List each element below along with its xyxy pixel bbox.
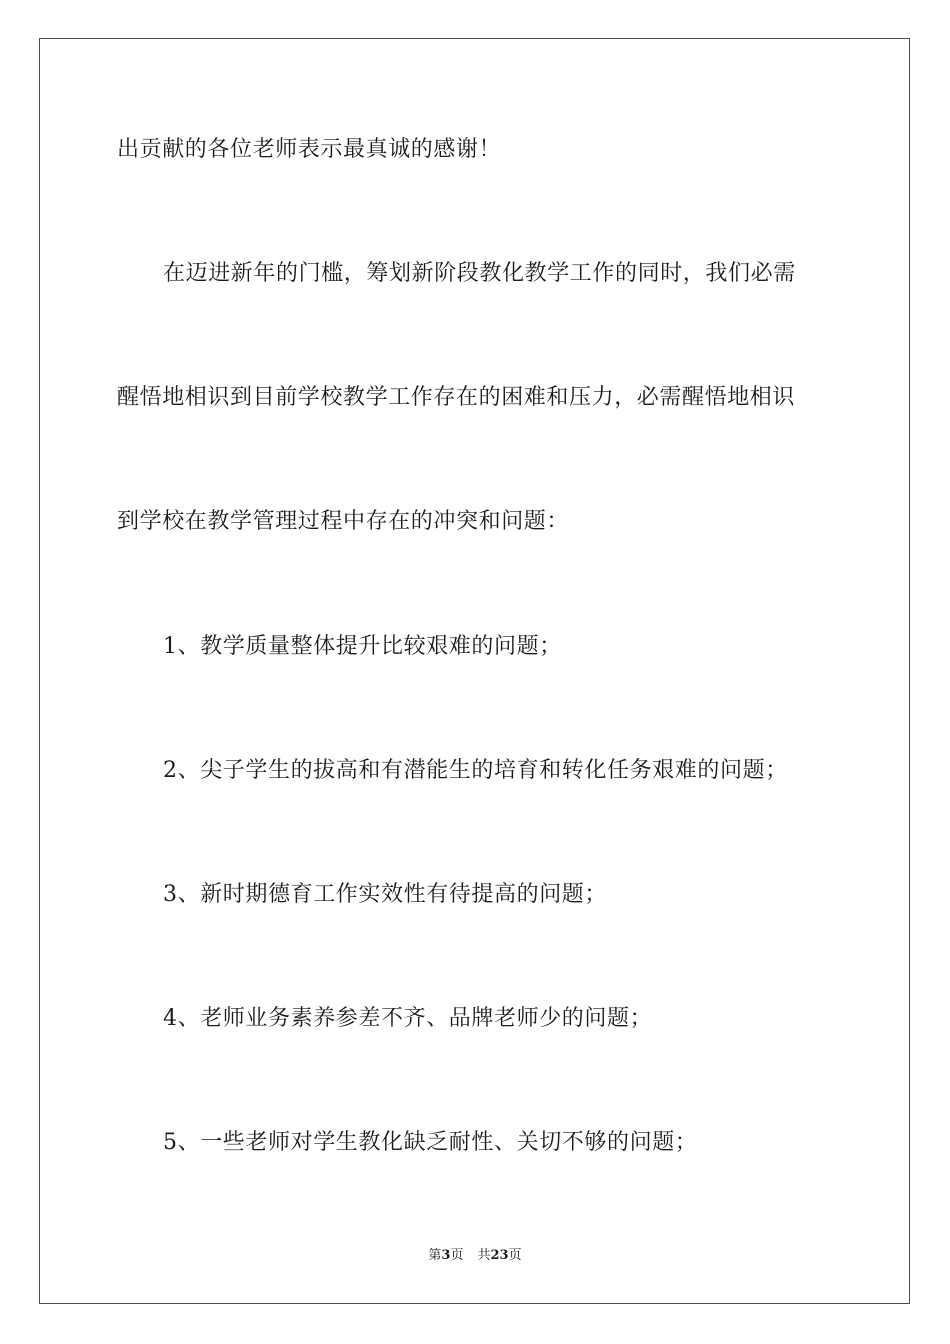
list-item-4: 4、老师业务素养参差不齐、品牌老师少的问题；	[163, 1006, 653, 1031]
text-line-2: 在迈进新年的门槛，筹划新阶段教化教学工作的同时，我们必需	[163, 261, 796, 286]
text-line-3: 醒悟地相识到目前学校教学工作存在的困难和压力，必需醒悟地相识	[117, 385, 796, 410]
footer-total-suffix: 页	[508, 1248, 522, 1263]
footer-page-prefix: 第	[428, 1248, 442, 1263]
list-item-2: 2、尖子学生的拔高和有潜能生的培育和转化任务艰难的问题；	[163, 758, 788, 783]
page-frame	[39, 38, 910, 1304]
footer-page-suffix: 页	[450, 1248, 464, 1263]
text-line-4: 到学校在教学管理过程中存在的冲突和问题：	[117, 509, 570, 534]
list-item-5: 5、一些老师对学生教化缺乏耐性、关切不够的问题；	[163, 1130, 698, 1155]
footer-page-number: 3	[441, 1248, 451, 1263]
footer-total-prefix: 共	[477, 1248, 491, 1263]
list-item-3: 3、新时期德育工作实效性有待提高的问题；	[163, 882, 607, 907]
footer-total-pages: 23	[490, 1248, 509, 1263]
text-line-1: 出贡献的各位老师表示最真诚的感谢！	[117, 137, 502, 162]
list-item-1: 1、教学质量整体提升比较艰难的问题；	[163, 634, 562, 659]
page-footer	[0, 1247, 950, 1265]
